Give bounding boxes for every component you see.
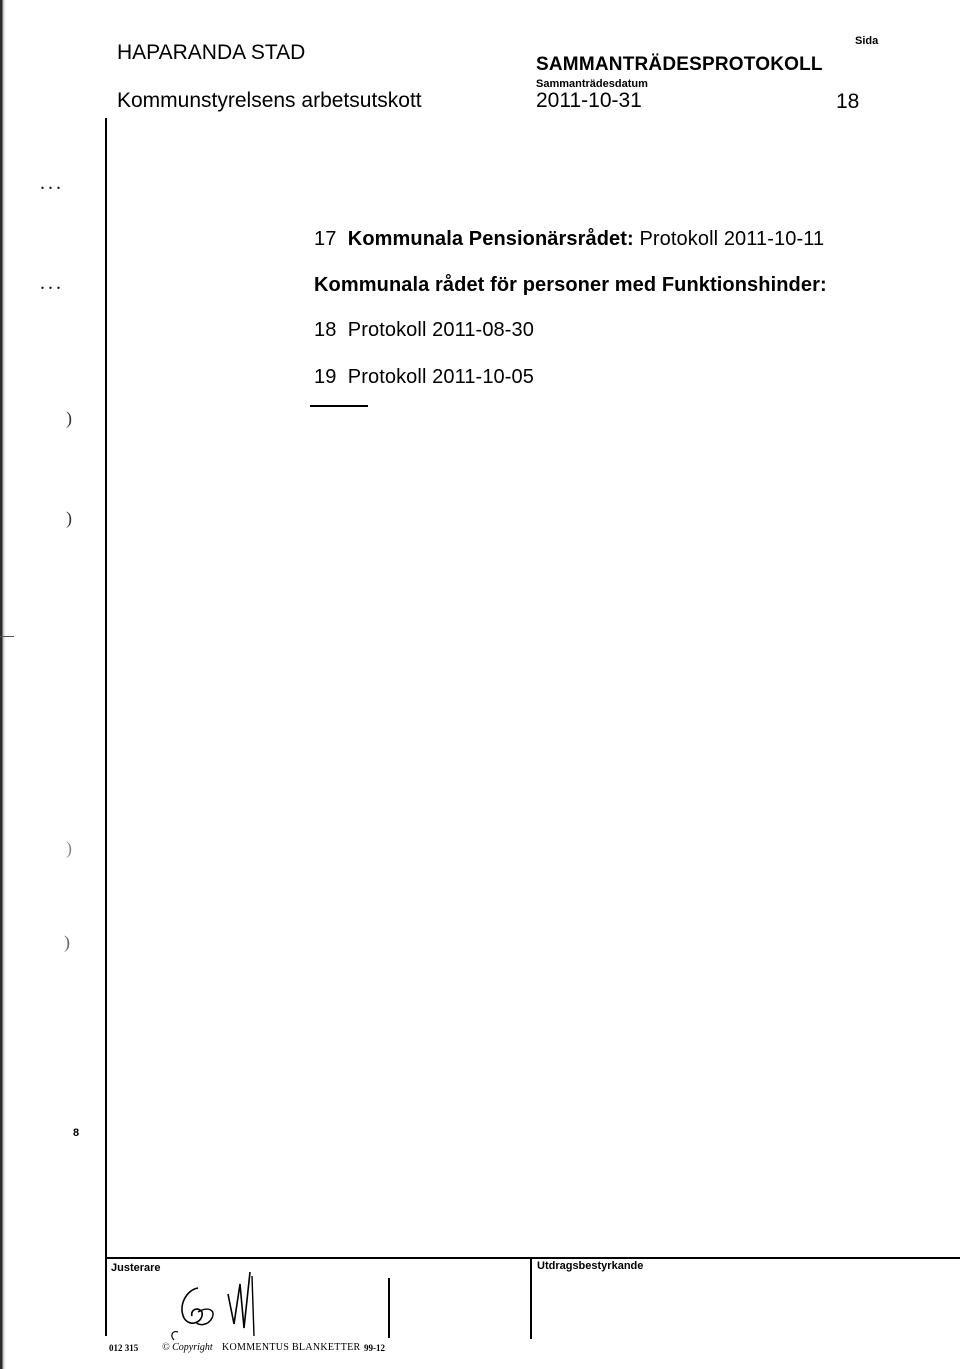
margin-dots-2: ... (40, 272, 64, 294)
margin-dots-1: ... (40, 172, 64, 194)
end-rule (310, 405, 368, 407)
item-number: 18 (314, 319, 337, 341)
side-mark: 8 (73, 1127, 80, 1139)
scan-tick-mark (0, 636, 14, 637)
margin-mark-4: ) (64, 932, 70, 952)
signature-initials (168, 1266, 278, 1346)
left-margin-rule (105, 118, 107, 1336)
footer-rule (105, 1257, 960, 1259)
footer-divider-short (388, 1278, 390, 1338)
footer-divider (530, 1257, 532, 1339)
item-number: 19 (314, 366, 337, 388)
page-label: Sida (855, 35, 879, 47)
item-number: 17 (314, 228, 337, 250)
item-title: Kommunala Pensionärsrådet: (347, 228, 634, 250)
agenda-item-17 (314, 228, 824, 251)
form-number: 012 315 (109, 1343, 139, 1353)
committee-name: Kommunstyrelsens arbetsutskott (117, 89, 422, 112)
copyright-text: © Copyright (162, 1342, 213, 1353)
item-text: Protokoll 2011-08-30 (347, 319, 534, 341)
form-version: 99-12 (364, 1343, 385, 1353)
justerare-label: Justerare (111, 1262, 161, 1274)
meeting-date: 2011-10-31 (536, 89, 642, 112)
agenda-item-18 (314, 319, 534, 342)
scan-edge (0, 0, 6, 1369)
item-text: Protokoll 2011-10-11 (639, 228, 825, 250)
document-type: SAMMANTRÄDESPROTOKOLL (536, 54, 823, 75)
margin-mark-3: ) (66, 838, 72, 858)
agenda-item-19 (314, 366, 534, 389)
utdrag-label: Utdragsbestyrkande (537, 1260, 644, 1272)
margin-mark-1: ) (66, 408, 72, 428)
organization-name: HAPARANDA STAD (117, 41, 306, 64)
date-label: Sammanträdesdatum (536, 78, 648, 90)
page-number: 18 (836, 90, 860, 113)
margin-mark-2: ) (66, 508, 72, 528)
item-text: Protokoll 2011-10-05 (347, 366, 534, 388)
publisher-name: KOMMENTUS BLANKETTER (222, 1342, 361, 1353)
section-heading: Kommunala rådet för personer med Funktionshinder: (314, 274, 827, 296)
